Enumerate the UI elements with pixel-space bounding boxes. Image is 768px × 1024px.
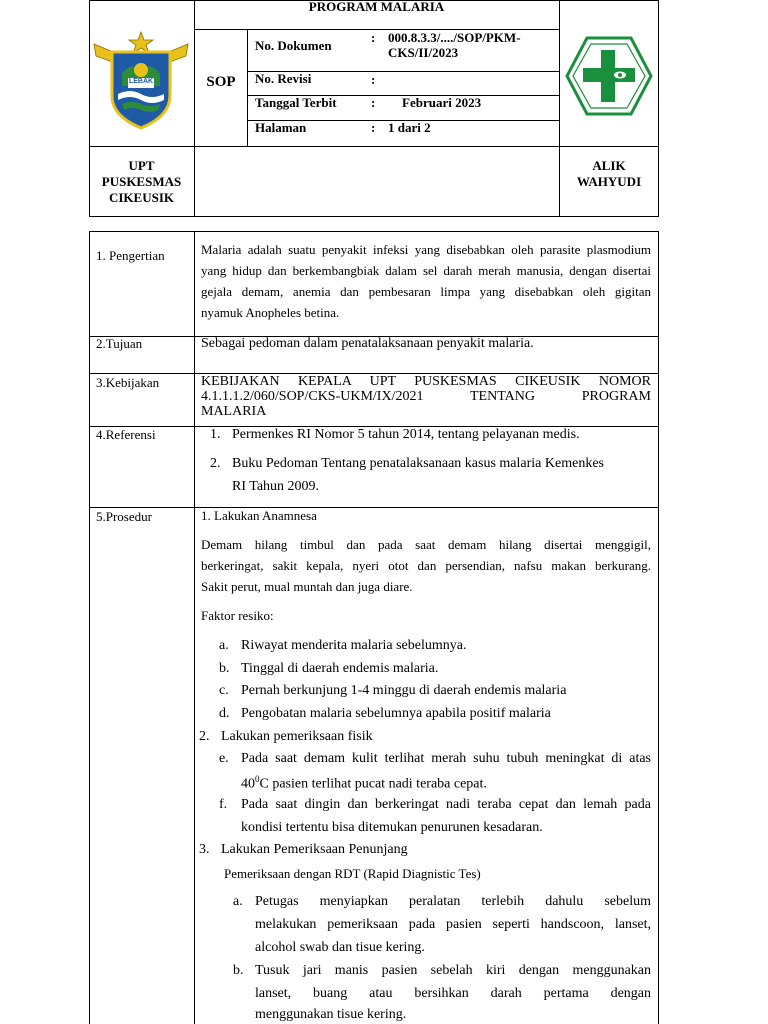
field-colon: : [371,72,376,87]
puskesmas-cross-icon [565,36,653,116]
pengertian-text [201,239,651,323]
gejala-line: Sakit perut, mual muntah dan juga diare. [201,579,413,594]
temperature-value: 40 [241,776,255,792]
field-label-no-revisi: No. Revisi [255,71,312,86]
section-label-pengertian: 1. Pengertian [96,248,165,263]
faktor-mark: c. [219,683,229,698]
fisik-item-text: C pasien terlihat pucat nadi teraba cepat. [259,776,487,792]
faktor-mark: a. [219,638,229,653]
field-value-no-dokumen [388,30,521,60]
program-title: PROGRAM MALARIA [308,0,445,14]
section-label-referensi: 4.Referensi [96,427,156,442]
fisik-item: Pada saat demam kulit terlihat merah suhu tubuh meningkat di atas [241,751,651,766]
org-name [89,158,194,206]
field-label-tanggal-terbit: Tanggal Terbit [255,95,337,110]
fisik-mark: f. [219,797,228,812]
section-label-tujuan: 2.Tujuan [96,336,143,351]
org-name-line: PUSKESMAS [101,174,182,189]
gejala-line: Demam hilang timbul dan pada saat demam hilang disertai menggigil, [201,537,651,552]
referensi-item-cont: RI Tahun 2009. [232,479,320,494]
referensi-num: 2. [210,456,221,471]
pengertian-line: nyamuk Anopheles betina. [201,305,340,320]
prosedur-step-num: 2. [199,729,210,744]
faktor-mark: d. [219,706,230,721]
rdt-item: Tusuk jari manis pasien sebelah kiri dengan menggunakan [255,963,651,978]
fisik-item: Pada saat dingin dan berkeringat nadi teraba cepat dan lemah pada [241,797,651,812]
field-colon: : [371,30,376,45]
faktor-item: Riwayat menderita malaria sebelumnya. [241,638,467,653]
prosedur-step-3: Lakukan Pemeriksaan Penunjang [221,842,408,857]
section-label-kebijakan: 3.Kebijakan [96,375,160,390]
emblem-banner-text: LEBAK [128,78,154,85]
rdt-item-cont: lanset, buang atau bersihkan darah pertama dengan [255,986,651,1001]
gejala-line: berkeringat, sakit kepala, nyeri otot dan persendian, nafsu makan berkurang. [201,558,651,573]
field-label-halaman: Halaman [255,120,307,135]
field-value-line: CKS/II/2023 [388,45,459,60]
tujuan-text: Sebagai pedoman dalam penatalaksanaan penyakit malaria. [201,336,534,351]
prosedur-step-1: 1. Lakukan Anamnesa [201,508,317,523]
kebijakan-line: 4.1.1.1.2/060/SOP/CKS-UKM/IX/2021 TENTANG PROGRAM [201,389,651,404]
kebijakan-line: MALARIA [201,404,267,419]
rdt-mark: b. [233,963,244,978]
signer-name-line: WAHYUDI [576,174,642,189]
referensi-item: Buku Pedoman Tentang penatalaksanaan kasus malaria Kemenkes [232,456,604,471]
org-name-line: CIKEUSIK [108,190,175,205]
field-colon: : [371,95,376,110]
gejala-text [201,534,651,597]
fisik-mark: e. [219,751,229,766]
rdt-label: Pemeriksaan dengan RDT (Rapid Diagnistic Tes) [224,866,481,881]
kebijakan-line: KEBIJAKAN KEPALA UPT PUSKESMAS CIKEUSIK NOMOR [201,374,651,389]
field-label-no-dokumen: No. Dokumen [255,38,332,53]
faktor-mark: b. [219,661,230,676]
org-name-line: UPT [128,158,155,173]
prosedur-step-2: Lakukan pemeriksaan fisik [221,729,373,744]
faktor-resiko-label: Faktor resiko: [201,608,274,623]
pengertian-line: Malaria adalah suatu penyakit infeksi yang disebabkan oleh parasite plasmodium [201,242,651,257]
rdt-item-cont: melakukan pemeriksaan pada pasien seperti handscoon, lanset, [255,917,651,932]
signer-name-line: ALIK [592,158,626,173]
field-value-halaman: 1 dari 2 [388,120,431,135]
field-value-tanggal-terbit: Februari 2023 [402,95,482,110]
rdt-item-cont: menggunakan tisue kering. [255,1007,407,1022]
referensi-num: 1. [210,427,221,442]
degree-sup: 0 [255,774,260,784]
rdt-mark: a. [233,894,243,909]
rdt-item: Petugas menyiapkan peralatan terlebih dahulu sebelum [255,894,651,909]
field-value-line: 000.8.3.3/..../SOP/PKM- [388,30,521,45]
faktor-item: Pengobatan malaria sebelumnya apabila positif malaria [241,706,551,721]
rdt-item-cont: alcohol swab dan tisue kering. [255,940,425,955]
signer-name [559,158,659,190]
prosedur-step-num: 3. [199,842,210,857]
regency-emblem-icon [92,30,190,130]
fisik-item-cont [241,774,487,793]
faktor-item: Pernah berkunjung 1-4 minggu di daerah endemis malaria [241,683,567,698]
section-label-prosedur: 5.Prosedur [96,509,152,524]
sop-label: SOP [206,74,236,90]
kebijakan-text [201,374,651,419]
pengertian-line: gejala demam, anemia dan pembesaran limpa yang disebabkan oleh gigitan [201,284,651,299]
referensi-item: Permenkes RI Nomor 5 tahun 2014, tentang pelayanan medis. [232,427,580,442]
field-colon: : [371,120,376,135]
faktor-item: Tinggal di daerah endemis malaria. [241,661,439,676]
fisik-item-cont: kondisi tertentu bisa ditemukan penurunen kesadaran. [241,820,543,835]
pengertian-line: yang hidup dan berkembangbiak dalam sel darah merah manusia, dengan disertai [201,263,651,278]
